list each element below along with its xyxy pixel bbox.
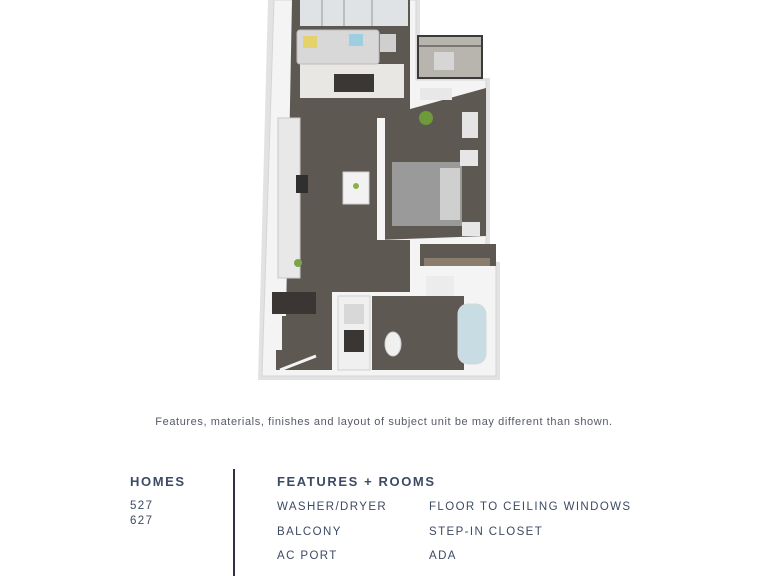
dryer [344,330,364,352]
bedroom-wall [377,118,385,240]
kitchen-counter [278,118,300,278]
yellow-pillow [303,36,317,48]
bedroom-window-seat [420,88,452,100]
feature-item: ADA [429,550,457,562]
bathroom-floor [372,296,464,370]
homes-heading: HOMES [130,474,186,489]
feature-item: STEP-IN CLOSET [429,525,544,538]
section-divider [233,469,235,576]
closet-shelf [424,258,490,266]
entry-area [276,350,316,370]
feature-item: FLOOR TO CEILING WINDOWS [429,501,632,513]
nightstand-top [460,150,478,166]
feature-item: AC PORT [277,550,338,562]
bathtub [458,304,486,364]
homes-section [130,474,186,529]
washer [344,304,364,324]
features-section [277,474,697,573]
bath-vanity [426,276,454,296]
feature-item: BALCONY [277,525,342,538]
table-plant [353,183,359,189]
bed-pillows [440,168,460,220]
features-heading: FEATURES + ROOMS [277,474,436,489]
stove [296,175,308,193]
bedroom-plant [419,111,433,125]
dresser [462,112,478,138]
window-wall [300,0,408,26]
armchair [380,34,396,52]
toilet [385,332,401,356]
plant-small [294,259,302,267]
home-number: 627 [130,515,154,527]
home-number: 527 [130,500,154,512]
blue-pillow [349,34,363,46]
balcony-chair [434,52,454,70]
feature-item: WASHER/DRYER [277,501,388,513]
entry-cabinet [272,292,316,314]
features-list [277,499,697,573]
nightstand-bottom [462,222,480,236]
coffee-table [334,74,374,92]
disclaimer-text: Features, materials, finishes and layout of subject unit be may different than shown. [155,416,613,428]
